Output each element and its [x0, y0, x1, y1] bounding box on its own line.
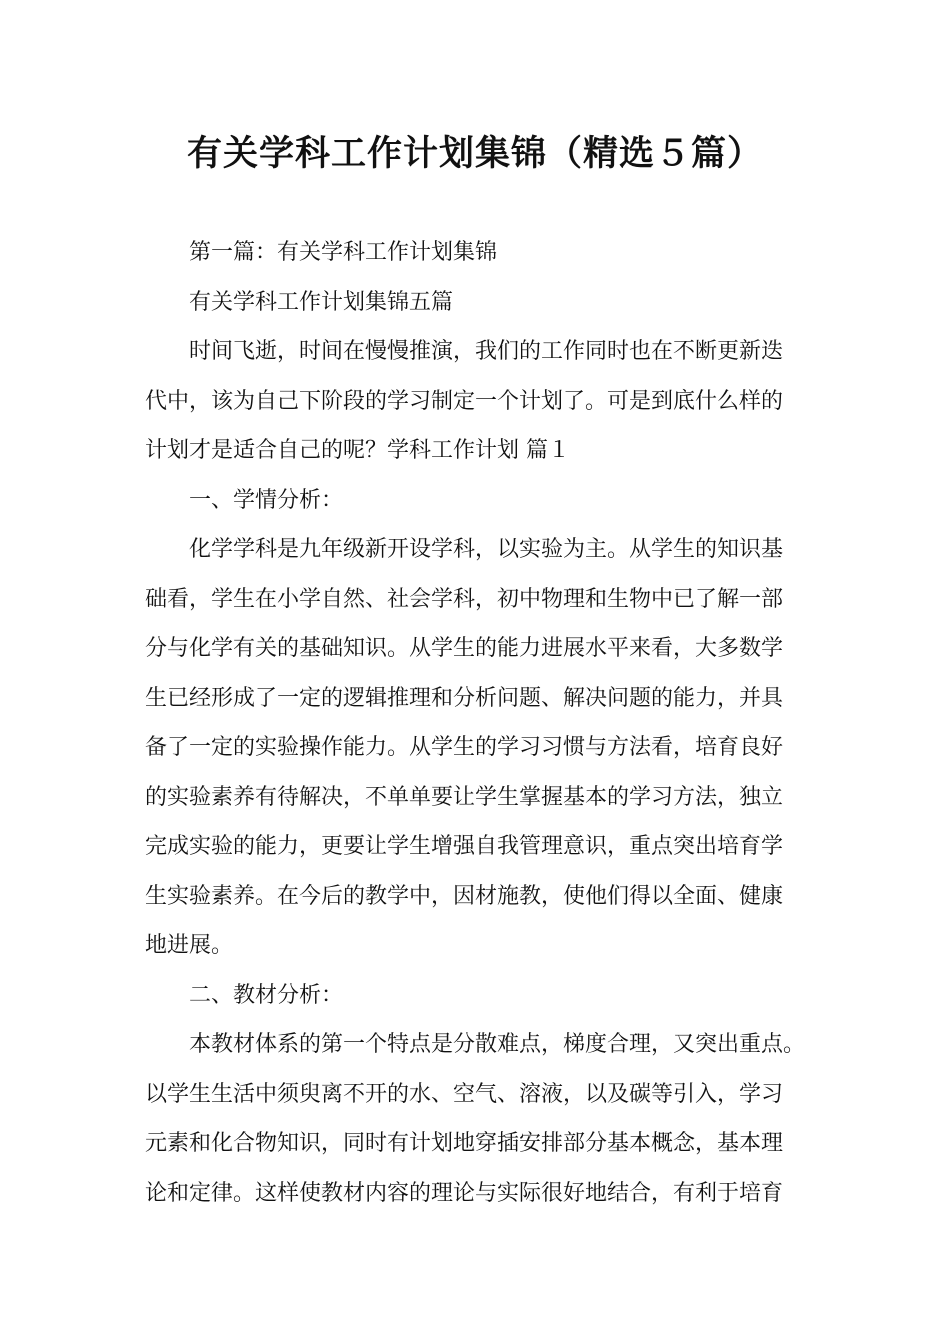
section-heading-textbook-analysis: 二、教材分析：: [189, 982, 344, 1008]
paragraph-line: 元素和化合物知识，同时有计划地穿插安排部分基本概念，基本理: [145, 1131, 784, 1156]
section-heading-student-analysis: 一、学情分析：: [189, 487, 344, 513]
paragraph-line: 础看，学生在小学自然、社会学科，初中物理和生物中已了解一部: [145, 586, 784, 612]
paragraph-line: 生实验素养。在今后的教学中，因材施教，使他们得以全面、健康: [145, 883, 784, 909]
document-body: [145, 228, 825, 1218]
paragraph-line: 完成实验的能力，更要让学生增强自我管理意识，重点突出培育学: [145, 834, 784, 859]
paragraph-line: 备了一定的实验操作能力。从学生的学习习惯与方法看，培育良好: [145, 735, 784, 760]
section-subtitle: 有关学科工作计划集锦五篇: [189, 289, 454, 315]
paragraph-line: 代中，该为自己下阶段的学习制定一个计划了。可是到底什么样的: [145, 388, 784, 414]
paragraph-line: 本教材体系的第一个特点是分散难点，梯度合理，又突出重点。: [189, 1032, 806, 1057]
paragraph-line: 的实验素养有待解决，不单单要让学生掌握基本的学习方法，独立: [145, 784, 784, 810]
paragraph-line: 时间飞逝，时间在慢慢推演，我们的工作同时也在不断更新迭: [189, 339, 784, 364]
document-title: 有关学科工作计划集锦（精选５篇）: [186, 134, 763, 174]
paragraph-line: 分与化学有关的基础知识。从学生的能力进展水平来看，大多数学: [145, 636, 784, 661]
paragraph-line: 化学学科是九年级新开设学科，以实验为主。从学生的知识基: [189, 537, 784, 562]
chapter-heading: 第一篇：有关学科工作计划集锦: [189, 240, 498, 265]
paragraph-line: 计划才是适合自己的呢？学科工作计划 篇１: [145, 438, 570, 463]
paragraph-line: 论和定律。这样使教材内容的理论与实际很好地结合，有利于培育: [145, 1180, 784, 1206]
paragraph-line: 地进展。: [145, 933, 234, 958]
paragraph-line: 以学生生活中须臾离不开的水、空气、溶液，以及碳等引入，学习: [145, 1081, 784, 1107]
paragraph-line: 生已经形成了一定的逻辑推理和分析问题、解决问题的能力，并具: [145, 685, 784, 711]
